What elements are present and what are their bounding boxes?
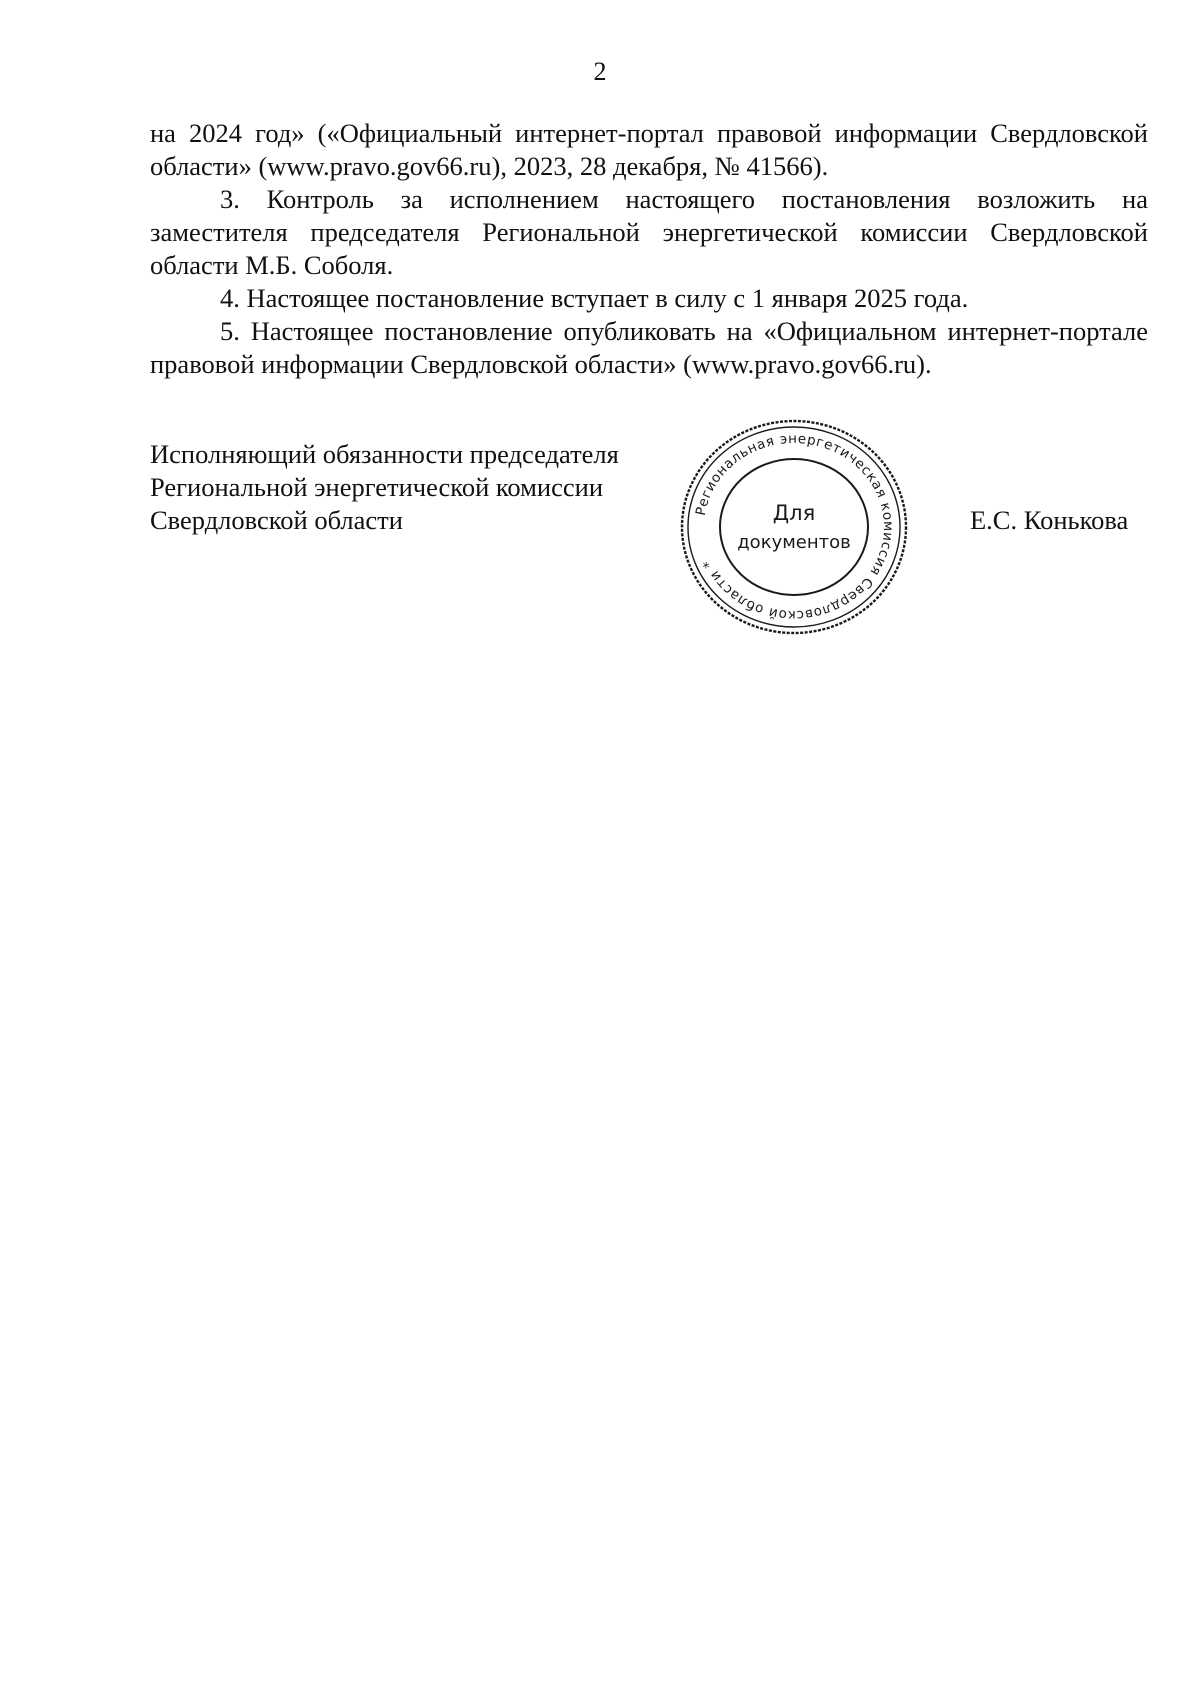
stamp-seal-graphic — [676, 416, 912, 638]
signature-position — [150, 438, 670, 537]
document-body — [150, 117, 1148, 381]
stamp-ring-text: Региональная энергетическая комиссия Свердловской области * — [692, 430, 897, 624]
paragraph-continuation: на 2024 год» («Официальный интернет-портал правовой информации Свердловской области» (www.pravo.gov66.ru), 2023, 28 декабря, № 41566). — [150, 118, 1148, 181]
signer-name: Е.С. Конькова — [970, 505, 1129, 535]
stamp-outer-ring — [682, 421, 906, 633]
signature-position-line-3: Свердловской области — [150, 505, 403, 535]
paragraph-item-3: 3. Контроль за исполнением настоящего постановления возложить на заместителя председателя Региональной энергетической комиссии Свердловской области М.Б. Соболя. — [150, 184, 1148, 280]
stamp-center-line-2: документов — [737, 532, 851, 553]
stamp-center-line-1: Для — [772, 501, 816, 525]
signature-position-line-2: Региональной энергетической комиссии — [150, 472, 603, 502]
signature-position-line-1: Исполняющий обязанности председателя — [150, 439, 619, 469]
paragraph-item-4: 4. Настоящее постановление вступает в силу с 1 января 2025 года. — [220, 283, 969, 313]
official-stamp — [676, 416, 912, 638]
page-number: 2 — [593, 57, 607, 86]
paragraph-item-5: 5. Настоящее постановление опубликовать на «Официальном интернет-портале правовой информации Свердловской области» (www.pravo.gov66.ru). — [150, 316, 1148, 379]
stamp-inner-ring — [720, 459, 868, 595]
